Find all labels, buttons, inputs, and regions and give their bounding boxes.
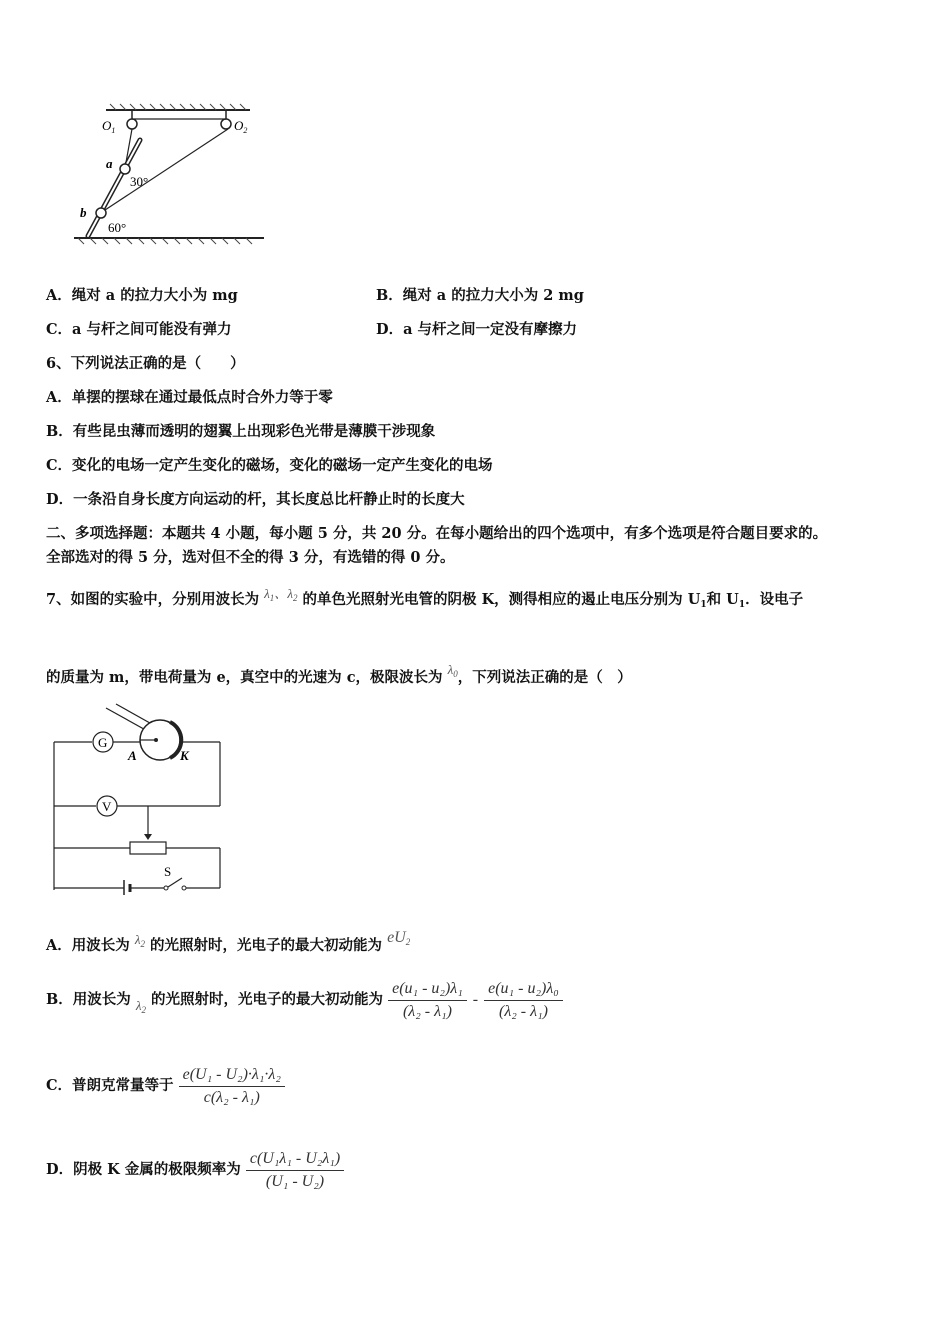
q5-option-d: D．a 与杆之间一定没有摩擦力: [376, 321, 578, 338]
section2-heading: 二、多项选择题：本题共 4 小题，每小题 5 分，共 20 分。在每小题给出的四个选项中，有多个选项是符合题目要求的。: [46, 525, 828, 542]
q7-option-b: B．用波长为 $\lambda_2$ 的光照射时，光电子的最大初动能为 $\frac{\text{e(u₁ - u₂)λ₁}}{\text{(λ₂ - λ₁)}}$ - $\frac{\text{e(u₁ - u₂)λ₀}}{\text{(λ₂ - λ₁)}}$: [46, 972, 563, 1028]
q7-option-c: C．普朗克常量等于 $\frac{\text{e(U₁ - U₂)·λ₁·λ₂}}{\text{c(λ₂ - λ₁)}}$: [46, 1058, 285, 1114]
switch-label: S: [164, 864, 172, 879]
lambda2-symbol: $\lambda_2$: [287, 586, 298, 603]
figure-rod-rope: [70, 100, 270, 250]
anode-label: A: [128, 748, 137, 763]
fraction-c: $\frac{\text{e(U₁ - U₂)·λ₁·λ₂}}{\text{c(λ₂ - λ₁)}}$: [179, 1066, 285, 1107]
section2-heading-line2: 全部选对的得 5 分，选对但不全的得 3 分，有选错的得 0 分。: [46, 549, 455, 566]
q5-option-a: A．绳对 a 的拉力大小为 mg: [46, 287, 238, 304]
q6-option-b: B．有些昆虫薄而透明的翅翼上出现彩色光带是薄膜干涉现象: [46, 423, 436, 440]
fraction-d: $\frac{\text{c(U₁λ₁ - U₂λ₁)}}{\text{(U₁ - U₂)}}$: [246, 1150, 344, 1191]
q6-option-d: D．一条沿自身长度方向运动的杆，其长度总比杆静止时的长度大: [46, 491, 465, 508]
q6-stem: 6、下列说法正确的是（ ）: [46, 355, 245, 372]
cathode-label: K: [180, 748, 189, 763]
q7-option-a: A．用波长为 $\lambda_2$ 的光照射时，光电子的最大初动能为 $eU_2$: [46, 929, 411, 954]
label-o2: $O_2$: [234, 118, 248, 135]
figure-photoelectric-circuit: [40, 700, 240, 895]
voltmeter-label: V: [102, 799, 112, 814]
q6-option-c: C．变化的电场一定产生变化的磁场，变化的磁场一定产生变化的电场: [46, 457, 493, 474]
energy-expression: $eU_2$: [387, 929, 411, 947]
fraction-b2: $\frac{\text{e(u₁ - u₂)λ₀}}{\text{(λ₂ - λ₁)}}$: [484, 980, 563, 1021]
fraction-b1: $\frac{\text{e(u₁ - u₂)λ₁}}{\text{(λ₂ - λ₁)}}$: [388, 980, 467, 1021]
label-o1: $O_1$: [102, 118, 116, 135]
q7-stem-line2: 的质量为 m，带电荷量为 e，真空中的光速为 c，极限波长为 $\lambda_0$，下列说法正确的是（ ）: [46, 662, 632, 686]
q6-option-a: A．单摆的摆球在通过最低点时合外力等于零: [46, 389, 333, 406]
label-b: b: [80, 205, 87, 220]
q5-option-c: C．a 与杆之间可能没有弹力: [46, 321, 232, 338]
label-angle-60: 60°: [108, 220, 127, 235]
q5-option-b: B．绳对 a 的拉力大小为 2 mg: [376, 287, 584, 304]
lambda1-symbol: $\lambda_1$: [264, 586, 275, 603]
label-a: a: [106, 156, 113, 171]
q7-option-d: D．阴极 K 金属的极限频率为 $\frac{\text{c(U₁λ₁ - U₂λ₁)}}{\text{(U₁ - U₂)}}$: [46, 1142, 344, 1198]
label-angle-30: 30°: [130, 174, 149, 189]
q7-stem-line1: 7、如图的实验中，分别用波长为 $\lambda_1$、$\lambda_2$ 的单色光照射光电管的阴极 K，测得相应的遏止电压分别为 $U_1$和 $U_1$．设电子: [46, 586, 804, 610]
galvanometer-label: G: [98, 735, 108, 750]
lambda0-symbol: $\lambda_0$: [447, 662, 458, 679]
